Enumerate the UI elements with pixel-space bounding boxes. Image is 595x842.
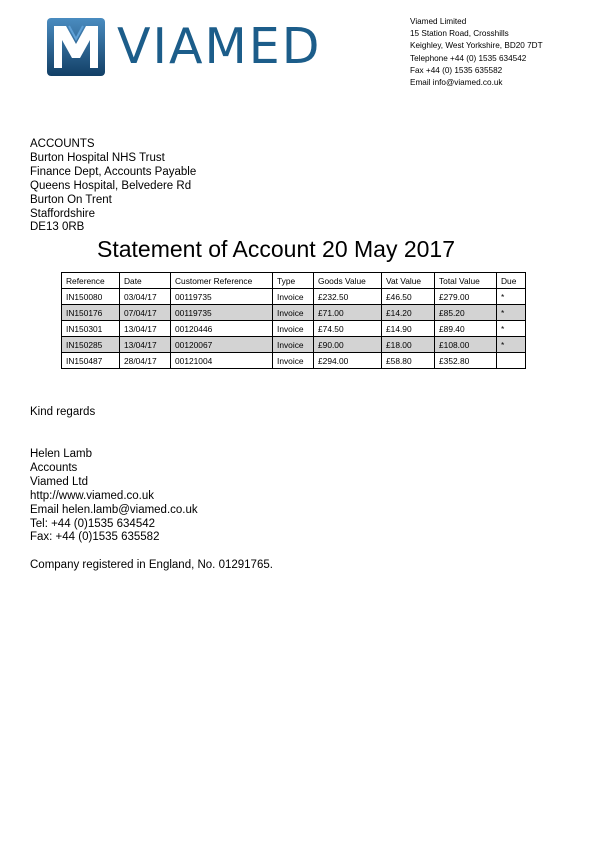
signature-company: Viamed Ltd [30, 475, 88, 488]
company-town: Keighley, West Yorkshire, BD20 7DT [410, 41, 543, 51]
table-row [62, 289, 526, 305]
table-header-row [62, 273, 526, 289]
company-registration: Company registered in England, No. 01291765. [30, 559, 273, 571]
table-cell: * [497, 321, 526, 337]
column-header: Type [273, 273, 314, 289]
table-cell: £18.00 [382, 337, 435, 353]
statement-table [61, 272, 526, 369]
table-cell: £46.50 [382, 289, 435, 305]
table-cell: £14.20 [382, 305, 435, 321]
signature-name: Helen Lamb [30, 448, 93, 460]
table-cell: 00119735 [171, 289, 273, 305]
table-row [62, 321, 526, 337]
table-cell: * [497, 305, 526, 321]
logo-wordmark: VIAMED [117, 18, 322, 75]
company-fax: Fax +44 (0) 1535 635582 [410, 65, 503, 75]
table-cell [497, 353, 526, 369]
table-cell: £279.00 [435, 289, 497, 305]
table-cell: £108.00 [435, 337, 497, 353]
table-cell: 13/04/17 [120, 337, 171, 353]
table-cell: IN150301 [62, 321, 120, 337]
table-row [62, 353, 526, 369]
address-line: ACCOUNTS [30, 138, 95, 150]
viamed-logo-icon [47, 18, 105, 76]
column-header: Reference [62, 273, 120, 289]
signature-fax: Fax: +44 (0)1535 635582 [30, 531, 160, 544]
table-cell: £89.40 [435, 321, 497, 337]
table-cell: 03/04/17 [120, 289, 171, 305]
address-line: Finance Dept, Accounts Payable [30, 165, 197, 178]
column-header: Customer Reference [171, 273, 273, 289]
table-cell: £58.80 [382, 353, 435, 369]
table-cell: IN150285 [62, 337, 120, 353]
table-cell: Invoice [273, 337, 314, 353]
table-cell: £85.20 [435, 305, 497, 321]
column-header: Vat Value [382, 273, 435, 289]
address-line: Staffordshire [30, 207, 95, 220]
table-cell: 13/04/17 [120, 321, 171, 337]
signature-block [30, 448, 198, 545]
signature-email: Email helen.lamb@viamed.co.uk [30, 503, 198, 516]
table-cell: £232.50 [314, 289, 382, 305]
table-cell: 07/04/17 [120, 305, 171, 321]
table-cell: Invoice [273, 305, 314, 321]
statement-title: Statement of Account 20 May 2017 [97, 236, 456, 262]
table-cell: 28/04/17 [120, 353, 171, 369]
address-line: DE13 0RB [30, 221, 85, 234]
signature-telephone: Tel: +44 (0)1535 634542 [30, 517, 156, 530]
table-cell: 00120446 [171, 321, 273, 337]
table-cell: 00120067 [171, 337, 273, 353]
company-street: 15 Station Road, Crosshills [410, 29, 509, 39]
table-cell: * [497, 289, 526, 305]
company-email: Email info@viamed.co.uk [410, 78, 503, 88]
table-cell: IN150176 [62, 305, 120, 321]
table-cell: IN150080 [62, 289, 120, 305]
column-header: Due [497, 273, 526, 289]
closing-text: Kind regards [30, 406, 96, 418]
signature-website: http://www.viamed.co.uk [30, 489, 154, 502]
table-cell: £90.00 [314, 337, 382, 353]
table-cell: Invoice [273, 289, 314, 305]
address-line: Burton On Trent [30, 193, 112, 206]
table-row [62, 337, 526, 353]
signature-department: Accounts [30, 461, 78, 474]
table-cell: Invoice [273, 321, 314, 337]
table-cell: 00119735 [171, 305, 273, 321]
table-cell: * [497, 337, 526, 353]
table-cell: £74.50 [314, 321, 382, 337]
table-cell: 00121004 [171, 353, 273, 369]
recipient-address [30, 138, 196, 235]
column-header: Date [120, 273, 171, 289]
table-cell: Invoice [273, 353, 314, 369]
company-name: Viamed Limited [410, 17, 467, 26]
table-cell: £352.80 [435, 353, 497, 369]
company-details [410, 16, 543, 89]
table-cell: £294.00 [314, 353, 382, 369]
table-cell: IN150487 [62, 353, 120, 369]
column-header: Goods Value [314, 273, 382, 289]
address-line: Queens Hospital, Belvedere Rd [30, 179, 192, 192]
viamed-logo [47, 18, 321, 76]
table-cell: £71.00 [314, 305, 382, 321]
column-header: Total Value [435, 273, 497, 289]
table-row [62, 305, 526, 321]
table-cell: £14.90 [382, 321, 435, 337]
company-telephone: Telephone +44 (0) 1535 634542 [410, 53, 527, 63]
address-line: Burton Hospital NHS Trust [30, 151, 165, 164]
